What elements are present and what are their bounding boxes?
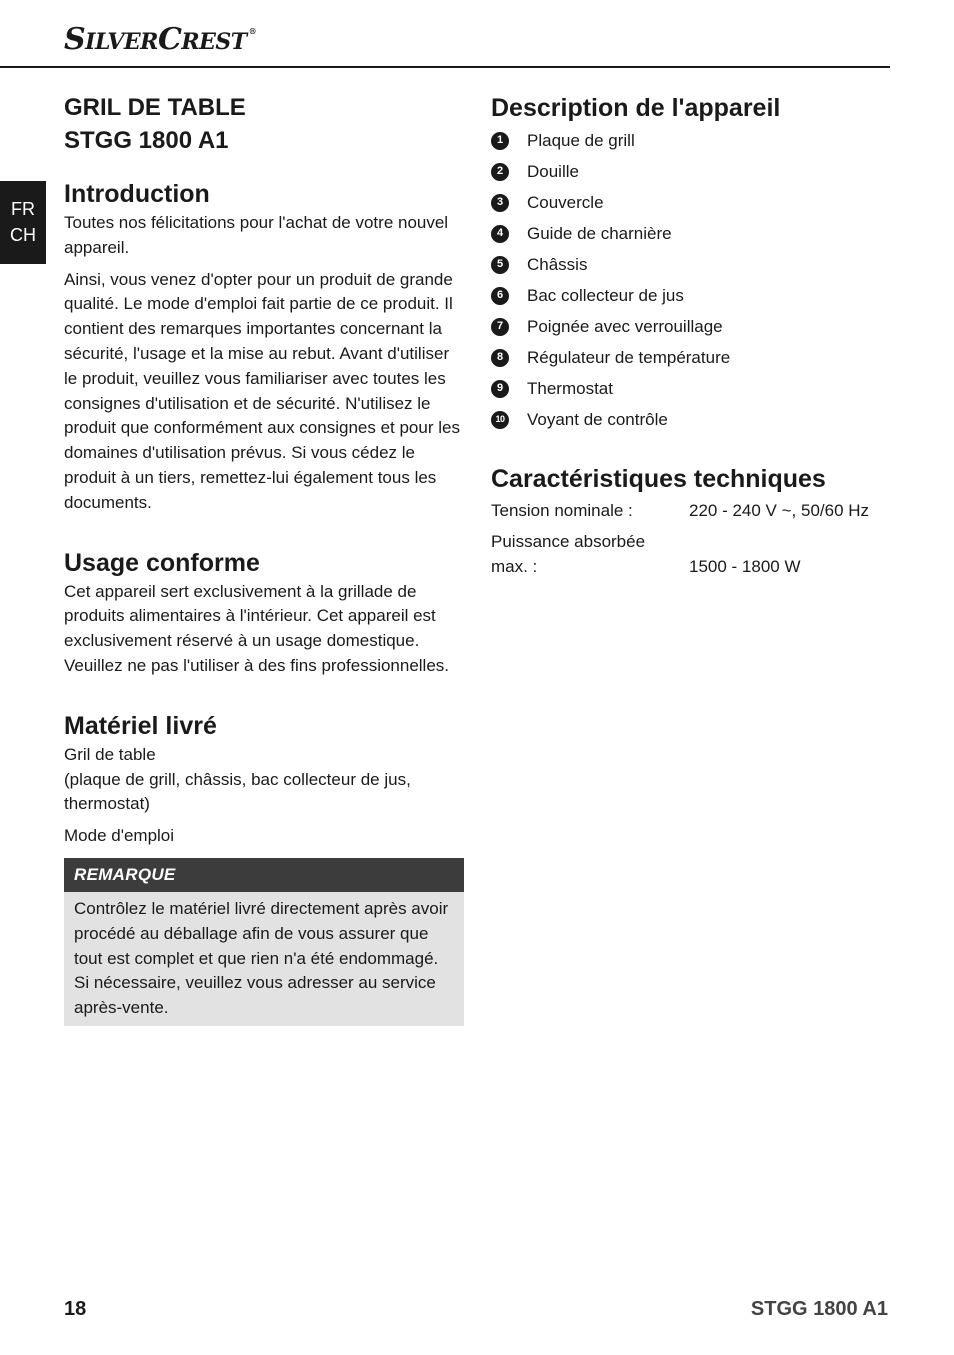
part-label: Bac collecteur de jus xyxy=(527,285,684,305)
specs-table xyxy=(491,499,891,579)
part-label: Douille xyxy=(527,161,579,181)
usage-heading: Usage conforme xyxy=(64,548,260,577)
left-column xyxy=(64,91,464,1026)
delivery-item-grill: Gril de table xyxy=(64,744,156,764)
part-label: Voyant de contrôle xyxy=(527,409,668,429)
registered-mark: ® xyxy=(248,26,257,36)
number-badge-icon: 2 xyxy=(491,163,509,181)
number-badge-icon: 1 xyxy=(491,132,509,150)
logo-letter: C xyxy=(157,22,182,57)
part-label: Thermostat xyxy=(527,378,613,398)
list-item xyxy=(491,280,891,311)
delivery-item-manual: Mode d'emploi xyxy=(64,826,175,846)
logo-letters: ILVER xyxy=(85,29,158,55)
product-title-line1: GRIL DE TABLE xyxy=(64,94,246,121)
number-badge-icon: 3 xyxy=(491,194,509,212)
remark-body xyxy=(64,892,464,1026)
introduction-heading: Introduction xyxy=(64,180,210,208)
language-tab xyxy=(0,181,46,264)
part-label: Régulateur de température xyxy=(527,347,731,367)
specs-heading: Caractéristiques techniques xyxy=(491,465,826,493)
spec-value: 1500 - 1800 W xyxy=(689,556,801,576)
delivery-item-parts: (plaque de grill, châssis, bac collecteur de jus, thermostat) xyxy=(64,769,411,814)
list-item xyxy=(491,187,891,218)
part-label: Châssis xyxy=(527,254,588,274)
number-badge-icon: 8 xyxy=(491,349,509,367)
spec-row-power xyxy=(491,530,891,580)
number-badge-icon: 10 xyxy=(491,411,509,429)
number-badge-icon: 4 xyxy=(491,225,509,243)
number-badge-icon: 7 xyxy=(491,318,509,336)
number-badge-icon: 5 xyxy=(491,256,509,274)
spec-row-voltage xyxy=(491,499,891,524)
parts-list xyxy=(491,125,891,435)
product-title xyxy=(64,91,464,157)
list-item xyxy=(491,125,891,156)
introduction-paragraph-1: Toutes nos félicitations pour l'achat de votre nouvel appareil. xyxy=(64,213,449,257)
spec-label: Tension nominale : xyxy=(491,501,633,520)
product-title-line2: STGG 1800 A1 xyxy=(64,127,229,154)
number-badge-icon: 6 xyxy=(491,287,509,305)
remark-title: REMARQUE xyxy=(64,858,464,892)
number-badge-icon: 9 xyxy=(491,380,509,398)
list-item xyxy=(491,404,891,435)
delivery-heading: Matériel livré xyxy=(64,711,217,740)
header-rule xyxy=(0,66,890,68)
remark-box xyxy=(64,858,464,1026)
introduction-paragraph-2: Ainsi, vous venez d'opter pour un produit de grande qualité. Le mode d'emploi fait partie de ce produit. Il contient des remarques importantes concernant la sécurité, l'usage et la mise au rebut. Avant d'utiliser le produit, veuillez vous familiariser avec toutes les consignes d'utilisation et de sécurité. N'utilisez le produit que conformément aux consignes et pour les domaines d'utilisation prévus. Si vous cédez le produit à un tiers, remettez-lui également tous les documents. xyxy=(64,269,460,512)
list-item xyxy=(491,373,891,404)
logo-letter: S xyxy=(64,22,86,57)
page-number: 18 xyxy=(64,1298,87,1320)
list-item xyxy=(491,156,891,187)
usage-paragraph: Cet appareil sert exclusivement à la grillade de produits alimentaires à l'intérieur. Cet appareil est exclusivement réservé à un usage domestique. Veuillez ne pas l'utiliser à des fins professionnelles. xyxy=(64,581,450,675)
part-label: Poignée avec verrouillage xyxy=(527,316,723,336)
footer-model: STGG 1800 A1 xyxy=(750,1298,888,1320)
part-label: Plaque de grill xyxy=(527,130,635,150)
list-item xyxy=(491,311,891,342)
spec-label: Puissance absorbée max. : xyxy=(491,531,646,576)
remark-text: Contrôlez le matériel livré directement après avoir procédé au déballage afin de vous assurer que tout est complet et que rien n'a été endommagé. Si nécessaire, veuillez vous adresser au service après-vente. xyxy=(74,898,449,1018)
part-label: Guide de charnière xyxy=(527,223,672,243)
list-item xyxy=(491,249,891,280)
logo-letters: REST xyxy=(181,29,247,55)
spec-value: 220 - 240 V ~, 50/60 Hz xyxy=(689,501,870,520)
description-heading: Description de l'appareil xyxy=(491,94,781,122)
list-item xyxy=(491,342,891,373)
language-fr: FR xyxy=(11,199,35,219)
brand-logo xyxy=(64,22,256,57)
language-ch: CH xyxy=(10,225,36,245)
right-column xyxy=(491,91,891,579)
list-item xyxy=(491,218,891,249)
part-label: Couvercle xyxy=(527,192,604,212)
